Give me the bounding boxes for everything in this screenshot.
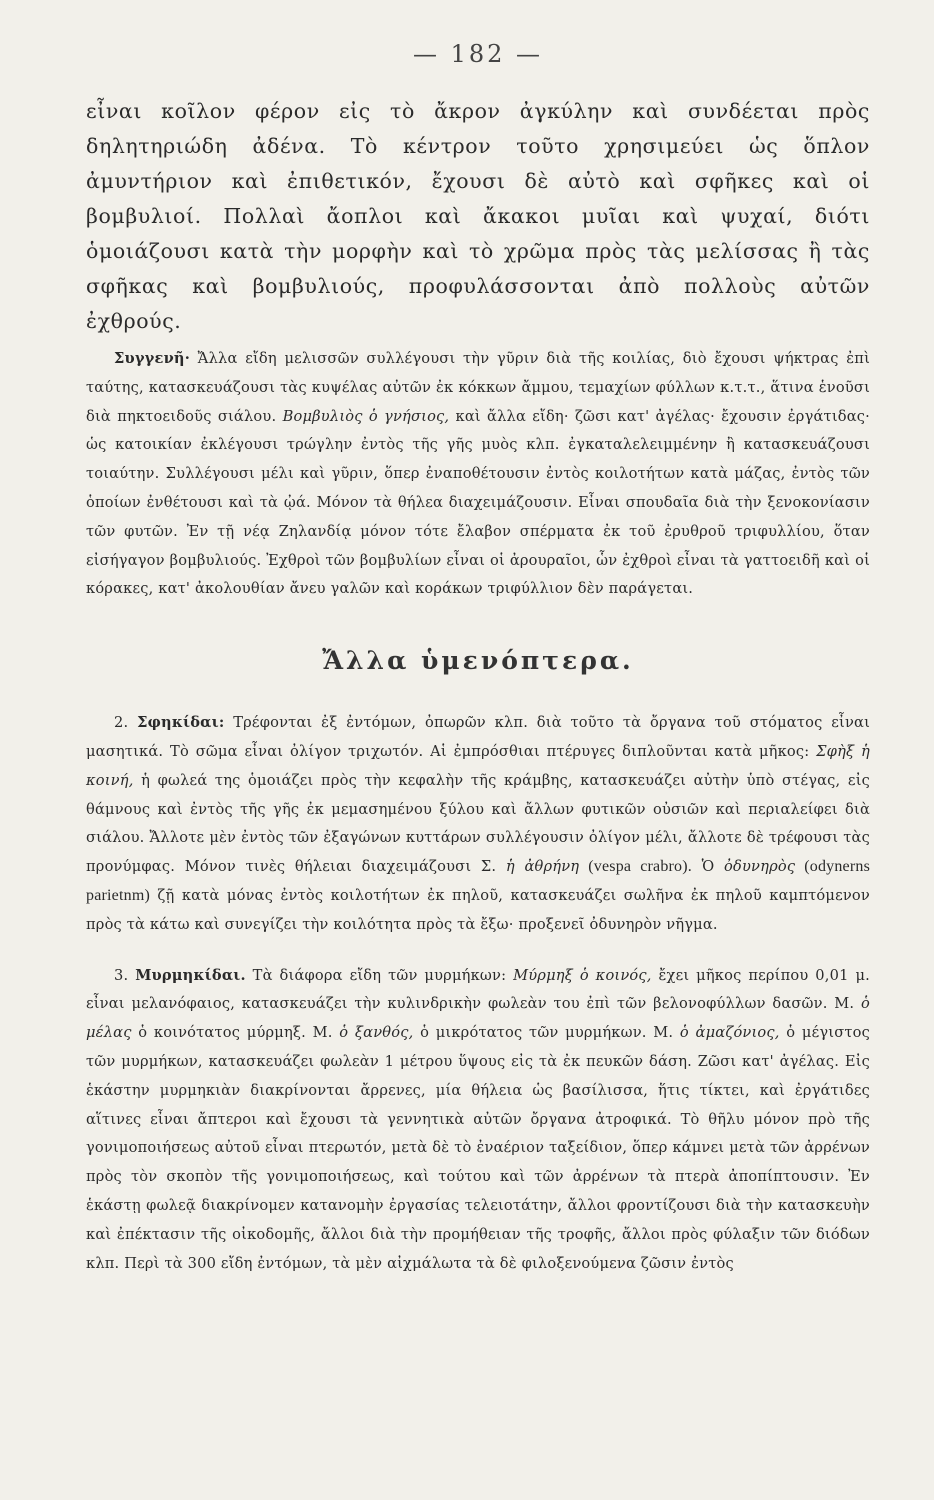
intro-paragraph: εἶναι κοῖλον φέρον εἰς τὸ ἄκρον ἀγκύλην καὶ συνδέεται πρὸς δηλητηριώδη ἀδένα. Τὸ κέντρον τοῦτο χρησιμεύει ὡς ὅπλον ἀμυντήριον καὶ ἐπιθετικόν, ἔχουσι δὲ αὐτὸ καὶ σφῆκες καὶ οἱ βομβυλιοί. Πολλαὶ ἄοπλοι καὶ ἄκακοι μυῖαι καὶ ψυχαί, διότι ὁμοιάζουσι κατὰ τὴν μορφὴν καὶ τὸ χρῶμα πρὸς τὰς μελίσσας ἢ τὰς σφῆκας καὶ βομβυλιούς, προφυλάσσονται ἀπὸ πολλοὺς αὐτῶν ἐχθρούς. [86,99,870,333]
sphecidae-number: 2. [114,714,129,732]
sphecidae-text-3: Ὁ [692,858,725,876]
myrmicidae-text-1: Τὰ διάφορα εἴδη τῶν μυρμήκων: [245,966,514,984]
syggeni-paragraph [86,345,870,604]
sphecidae-latin-2: (odynerns parietnm) [86,858,870,904]
myrmicidae-italic-1: Μύρμηξ ὁ κοινός, [513,966,652,984]
sphecidae-paragraph [86,709,870,939]
syggeni-italic-1: Βομβυλιὸς ὁ γνήσιος, [282,407,450,425]
myrmicidae-paragraph [86,962,870,1279]
sphecidae-italic-3: ὀδυνηρὸς [724,858,796,876]
page-number: — 182 — [412,40,544,68]
sphecidae-text-4: ζῇ κατὰ μόνας ἐντὸς κοιλοτήτων ἐκ πηλοῦ, κατασκευάζει σωλῆνα ἐκ πηλοῦ καμπτόμενον πρὸς τὰ κάτω καὶ συνεγίζει τὴν κοιλότητα πρὸς τὰ ἔξω· προξενεῖ ὀδυνηρὸν νῆγμα. [86,886,870,933]
sphecidae-label: Σφηκίδαι: [137,714,225,732]
myrmicidae-text-3: ὁ κοινότατος μύρμηξ. Μ. [131,1024,340,1042]
sphecidae-text-1: Τρέφονται ἐξ ἐντόμων, ὀπωρῶν κλπ. διὰ τοῦτο τὰ ὄργανα τοῦ στόματος εἶναι μασητικά. Τὸ σῶμα εἶναι ὀλίγον τριχωτόν. Αἱ ἐμπρόσθιαι πτέρυγες διπλοῦνται κατὰ μῆκος: [86,714,870,760]
myrmicidae-italic-4: ὁ ἀμαζόνιος, [679,1024,780,1042]
sphecidae-italic-1: Σφὴξ ἡ κοινή, [86,742,870,789]
myrmicidae-text-2: ἔχει μῆκος περίπου 0,01 μ. εἶναι μελανόφαιος, κατασκευάζει τὴν κυλινδρικὴν φωλεὰν του ἐπὶ τῶν βελονοφύλλων δασῶν. Μ. [86,966,870,1013]
syggeni-text-1: Ἄλλα εἴδη μελισσῶν συλλέγουσι τὴν γῦριν διὰ τῆς κοιλίας, διὸ ἔχουσι ψήκτρας ἐπὶ ταύτης, κατασκευάζουσι τὰς κυψέλας αὐτῶν ἐκ κόκκων ἄμμου, τεμαχίων φύλλων κ.τ.τ., ἅτινα ἑνοῦσι διὰ πηκτοειδοῦς σιάλου. [86,350,870,425]
myrmicidae-number: 3. [114,966,129,984]
syggeni-label: Συγγενῆ· [114,350,191,367]
myrmicidae-text-5: ὁ μέγιστος τῶν μυρμήκων, κατασκευάζει φωλεὰν 1 μέτρου ὕψους εἰς τὰ ἐκ πευκῶν δάση. Ζῶσι κατ' ἀγέλας. Εἰς ἑκάστην μυρμηκιὰν διακρίνονται ἄρρενες, μία θήλεια ὡς βασίλισσα, ἥτις τίκτει, καὶ ἐργάτιδες αἵτινες εἶναι ἄπτεροι καὶ ἔχουσι τὰ γεννητικὰ αὐτῶν ὄργανα ἀτροφικά. Τὸ θῆλυ μόνον πρὸ τῆς γονιμοποιήσεως αὐτοῦ εἶναι πτερωτόν, μετὰ δὲ τὸ ἐναέριον ταξείδιον, ὅπερ κάμνει μετὰ τῶν ἀρρένων πρὸς τὸν σκοπὸν τῆς γονιμοποιήσεως, καὶ τούτου καὶ τῶν ἀρρένων τὰ πτερὰ ἀποπίπτουσιν. Ἐν ἑκάστῃ φωλεᾷ διακρίνομεν κατανομὴν ἐργασίας τελειοτάτην, ἄλλοι φροντίζουσι διὰ τὴν κατασκευὴν καὶ ἐπέκτασιν τῆς οἰκοδομῆς, ἄλλοι διὰ τὴν προμήθειαν τῆς τροφῆς, ἄλλοι πρὸς φύλαξιν τῶν διόδων κλπ. Περὶ τὰ 300 εἴδη ἐντόμων, τὰ μὲν αἰχμάλωτα τὰ δὲ φιλοξενούμενα ζῶσιν ἐντὸς [86,1024,870,1272]
sphecidae-italic-2: ἡ ἀθρήνη [505,858,580,876]
sphecidae-text-2: ἡ φωλεά της ὁμοιάζει πρὸς τὴν κεφαλὴν τῆς κράμβης, κατασκευάζει αὐτὴν ὑπὸ στέγας, εἰς θάμνους καὶ ἐντὸς τῆς γῆς ἐκ μεμασημένου ξύλου καὶ ἄλλων φυτικῶν οὐσιῶν καὶ περιαλείφει διὰ σιάλου. Ἄλλοτε μὲν ἐντὸς τῶν ἐξαγώνων κυττάρων συλλέγουσιν ὀλίγον μέλι, ἄλλοτε δὲ τρέφουσι τὰς προνύμφας. Μόνον τινὲς θήλειαι διαχειμάζουσι Σ. [86,771,870,876]
myrmicidae-label: Μυρμηκίδαι. [135,966,246,984]
syggeni-text-2: καὶ ἄλλα εἴδη· ζῶσι κατ' ἀγέλας· ἔχουσιν ἐργάτιδας· ὡς κατοικίαν ἐκλέγουσι τρώγλην ἐντὸς τῆς γῆς μυὸς κλπ. ἐγκαταλελειμμένην ἢ κατασκευάζουσι τοιαύτην. Συλλέγουσι μέλι καὶ γῦριν, ὅπερ ἐναποθέτουσιν ἐντὸς κοιλοτήτων κατὰ μάζας, ἐντὸς τῶν ὁποίων ἐνθέτουσι καὶ τὰ ᾠά. Μόνον τὰ θήλεα διαχειμάζουσιν. Εἶναι σπουδαῖα διὰ τὴν ξενοκονίασιν τῶν φυτῶν. Ἐν τῇ νέᾳ Ζηλανδίᾳ μόνον τότε ἔλαβον σπέρματα ἐκ τοῦ ἐρυθροῦ τριφυλλίου, ὅταν εἰσήγαγον βομβυλιούς. Ἐχθροὶ τῶν βομβυλίων εἶναι οἱ ἀρουραῖοι, ὧν ἐχθροὶ εἶναι τὰ γαττοειδῆ καὶ οἱ κόρακες, κατ' ἀκολουθίαν ἄνευ γαλῶν καὶ κοράκων τριφύλλιον δὲν παράγεται. [86,407,870,598]
myrmicidae-italic-2: ὁ μέλας [86,995,870,1042]
section-heading: Ἄλλα ὑμενόπτερα. [322,646,634,676]
sphecidae-latin-1: (vespa crabro). [579,858,692,876]
myrmicidae-text-4: ὁ μικρότατος τῶν μυρμήκων. Μ. [413,1024,680,1042]
myrmicidae-italic-3: ὁ ξανθός, [339,1024,414,1042]
